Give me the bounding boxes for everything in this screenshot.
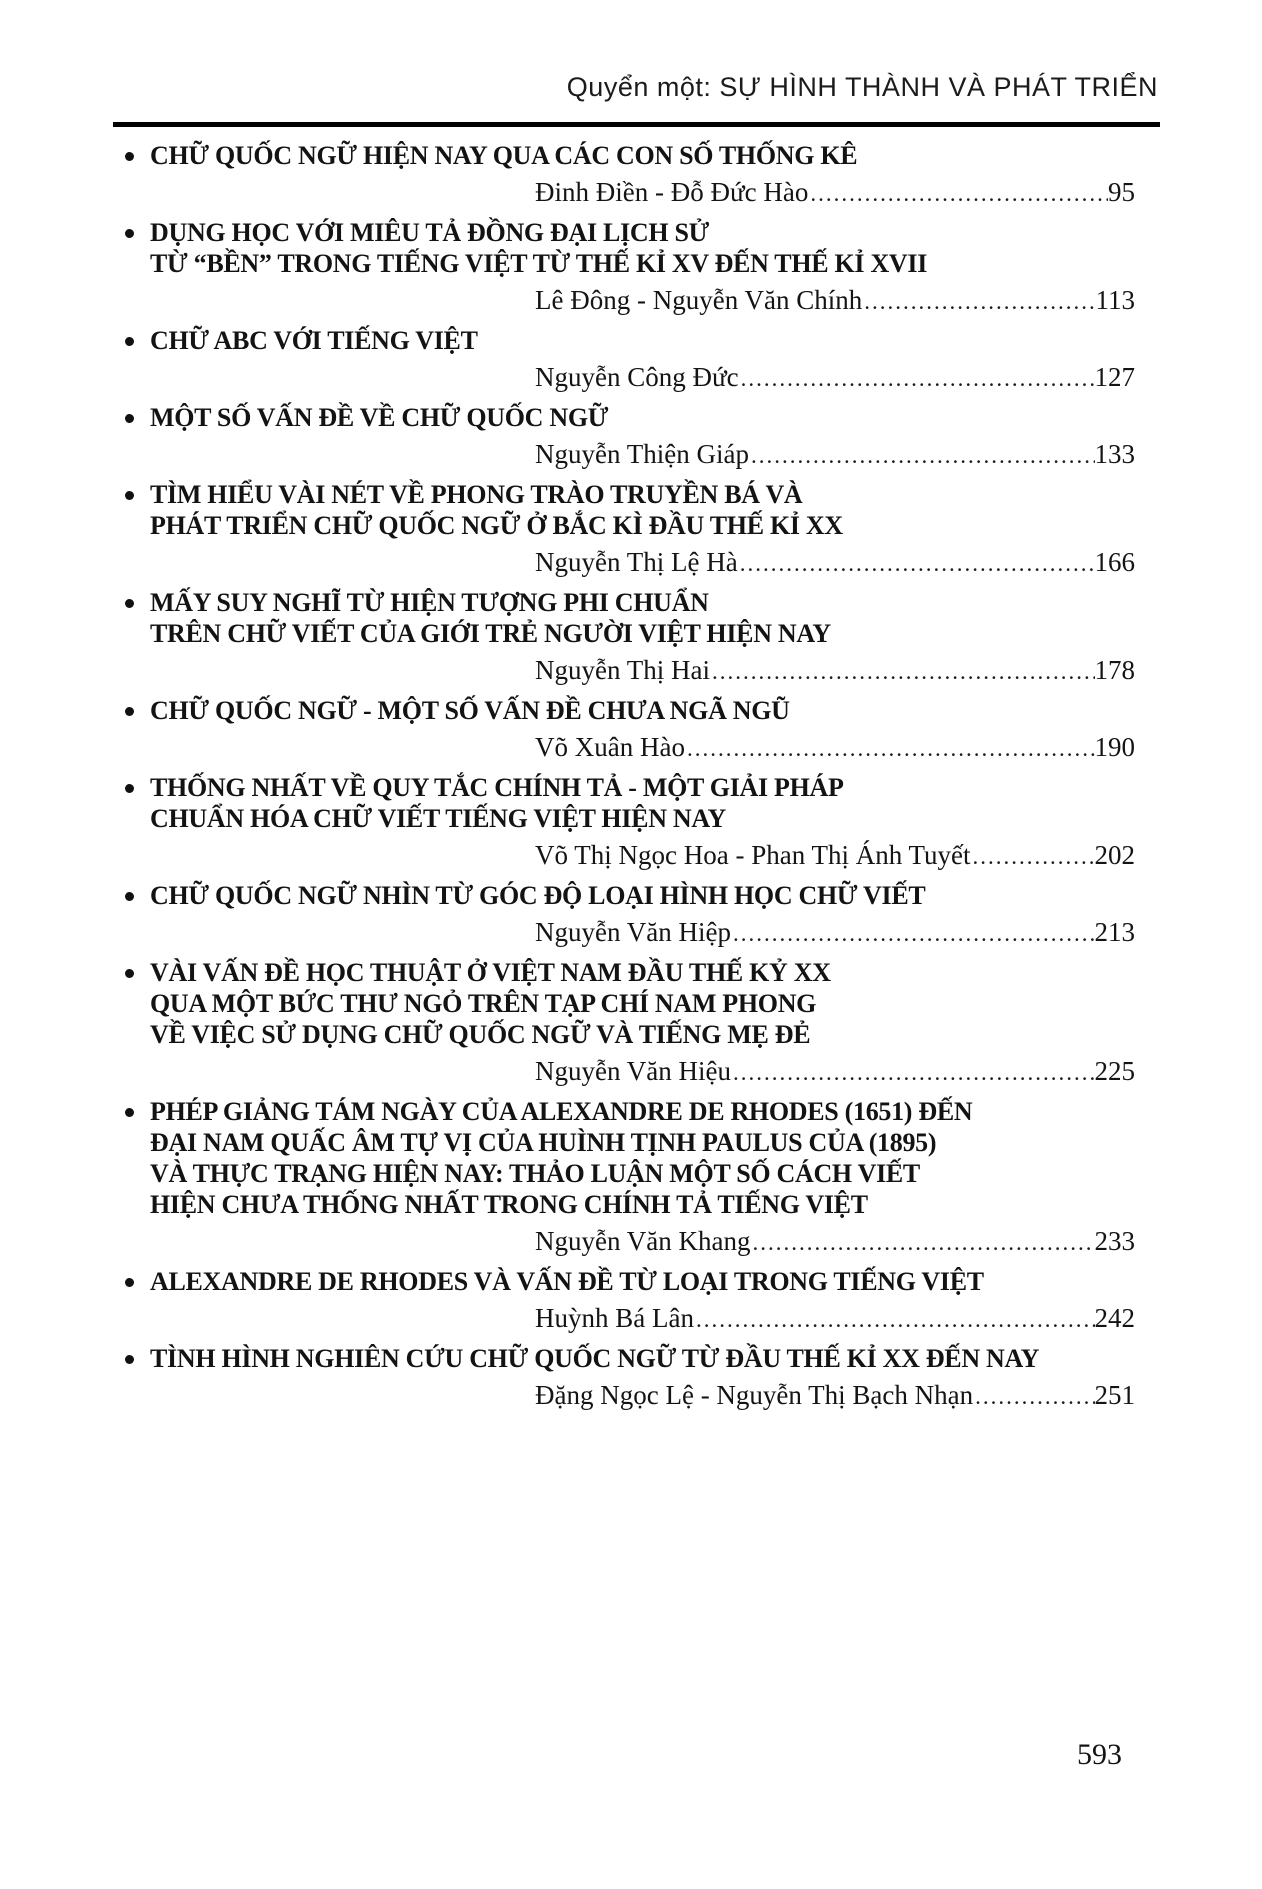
entry-author-row [150,547,1135,579]
entry-authors: Nguyễn Văn Hiệp [535,917,731,947]
dot-leader-icon [973,1381,1094,1412]
entry-title [150,217,1135,279]
entry-page-number: 190 [1094,732,1135,762]
bullet-icon [125,1278,134,1287]
entry-page-number: 95 [1108,177,1135,207]
toc-entry [150,402,1135,471]
header-rule [113,122,1160,127]
entry-authors: Lê Đông - Nguyễn Văn Chính [535,285,863,315]
entry-title-line: QUA MỘT BỨC THƯ NGỎ TRÊN TẠP CHÍ NAM PHONG [150,989,817,1018]
entry-title [150,1343,1135,1374]
toc-entry [150,695,1135,764]
bullet-icon [125,707,134,716]
bullet-icon [125,1108,134,1117]
entry-title-line: CHUẨN HÓA CHỮ VIẾT TIẾNG VIỆT HIỆN NAY [150,804,726,833]
dot-leader-icon [731,1057,1095,1088]
entry-page-number: 178 [1094,655,1135,685]
toc-entry [150,325,1135,394]
entry-page-number: 233 [1094,1226,1135,1256]
entry-page-number: 213 [1094,917,1135,947]
dot-leader-icon [862,286,1095,317]
entry-page-number: 127 [1094,362,1135,392]
entry-title-line: VÀ THỰC TRẠNG HIỆN NAY: THẢO LUẬN MỘT SỐ CÁCH VIẾT [150,1159,920,1188]
toc-entry [150,217,1135,317]
entry-author-row [150,1056,1135,1088]
entry-title [150,587,1135,649]
entry-authors: Nguyễn Thị Lệ Hà [535,547,738,577]
toc-entry [150,1343,1135,1412]
entry-authors: Huỳnh Bá Lân [535,1303,694,1333]
entry-authors: Võ Xuân Hào [535,732,685,762]
toc-entry [150,1266,1135,1335]
entry-title-line: MỘT SỐ VẤN ĐỀ VỀ CHỮ QUỐC NGỮ [150,403,609,432]
entry-author-row [150,917,1135,949]
entry-page-number: 225 [1094,1056,1135,1086]
entry-title [150,772,1135,834]
running-header: Quyển một: SỰ HÌNH THÀNH VÀ PHÁT TRIỂN [566,72,1158,102]
entry-title [150,402,1135,433]
toc-entry [150,587,1135,687]
bullet-icon [125,892,134,901]
entry-page-number: 166 [1094,547,1135,577]
dot-leader-icon [694,1304,1095,1335]
entry-title-line: TRÊN CHỮ VIẾT CỦA GIỚI TRẺ NGƯỜI VIỆT HIỆN NAY [150,619,831,648]
dot-leader-icon [685,733,1095,764]
entry-title-line: MẤY SUY NGHĨ TỪ HIỆN TƯỢNG PHI CHUẨN [150,588,709,617]
entry-title-line: CHỮ QUỐC NGỮ - MỘT SỐ VẤN ĐỀ CHƯA NGÃ NGŨ [150,696,790,725]
entry-author-row [150,285,1135,317]
bullet-icon [125,969,134,978]
entry-title [150,140,1135,171]
bullet-icon [125,1355,134,1364]
dot-leader-icon [750,1227,1094,1258]
entry-authors: Đặng Ngọc Lệ - Nguyễn Thị Bạch Nhạn [535,1380,974,1410]
toc-entry [150,1096,1135,1258]
entry-authors: Nguyễn Thiện Giáp [535,439,749,469]
dot-leader-icon [808,178,1108,209]
entry-page-number: 202 [1094,840,1135,870]
bullet-icon [125,152,134,161]
bullet-icon [125,599,134,608]
entry-author-row [150,840,1135,872]
entry-author-row [150,655,1135,687]
entry-title-line: ĐẠI NAM QUẤC ÂM TỰ VỊ CỦA HUÌNH TỊNH PAULUS CỦA (1895) [150,1128,937,1157]
toc-list [150,140,1135,1420]
entry-title-line: THỐNG NHẤT VỀ QUY TẮC CHÍNH TẢ - MỘT GIẢI PHÁP [150,773,844,802]
entry-title-line: TỪ “BỀN” TRONG TIẾNG VIỆT TỪ THẾ KỈ XV ĐẾN THẾ KỈ XVII [150,249,928,278]
entry-author-row [150,732,1135,764]
entry-author-row [150,177,1135,209]
dot-leader-icon [971,841,1095,872]
entry-author-row [150,1380,1135,1412]
dot-leader-icon [739,363,1095,394]
entry-authors: Võ Thị Ngọc Hoa - Phan Thị Ánh Tuyết [535,840,971,870]
entry-title-line: PHÉP GIẢNG TÁM NGÀY CỦA ALEXANDRE DE RHODES (1651) ĐẾN [150,1097,973,1126]
entry-title-line: CHỮ QUỐC NGỮ HIỆN NAY QUA CÁC CON SỐ THỐNG KÊ [150,141,858,170]
entry-authors: Nguyễn Văn Khang [535,1226,751,1256]
entry-title-line: VỀ VIỆC SỬ DỤNG CHỮ QUỐC NGỮ VÀ TIẾNG MẸ ĐẺ [150,1020,811,1049]
entry-page-number: 251 [1094,1380,1135,1410]
dot-leader-icon [738,548,1095,579]
entry-title [150,479,1135,541]
toc-entry [150,880,1135,949]
entry-authors: Đinh Điền - Đỗ Đức Hào [535,177,809,207]
entry-title-line: CHỮ QUỐC NGỮ NHÌN TỪ GÓC ĐỘ LOẠI HÌNH HỌC CHỮ VIẾT [150,881,926,910]
entry-title-line: ALEXANDRE DE RHODES VÀ VẤN ĐỀ TỪ LOẠI TRONG TIẾNG VIỆT [150,1267,984,1296]
toc-entry [150,479,1135,579]
entry-page-number: 113 [1095,285,1135,315]
entry-title-line: DỤNG HỌC VỚI MIÊU TẢ ĐỒNG ĐẠI LỊCH SỬ [150,218,710,247]
entry-authors: Nguyễn Công Đức [535,362,739,392]
entry-title-line: TÌNH HÌNH NGHIÊN CỨU CHỮ QUỐC NGỮ TỪ ĐẦU THẾ KỈ XX ĐẾN NAY [150,1344,1040,1373]
dot-leader-icon [731,918,1095,949]
entry-title-line: PHÁT TRIỂN CHỮ QUỐC NGỮ Ở BẮC KÌ ĐẦU THẾ KỈ XX [150,511,843,540]
bullet-icon [125,491,134,500]
entry-title [150,695,1135,726]
entry-title-line: TÌM HIỂU VÀI NÉT VỀ PHONG TRÀO TRUYỀN BÁ VÀ [150,480,803,509]
entry-title-line: CHỮ ABC VỚI TIẾNG VIỆT [150,326,478,355]
toc-entry [150,772,1135,872]
entry-title-line: HIỆN CHƯA THỐNG NHẤT TRONG CHÍNH TẢ TIẾNG VIỆT [150,1190,868,1219]
entry-page-number: 133 [1094,439,1135,469]
entry-title [150,1266,1135,1297]
dot-leader-icon [710,656,1095,687]
entry-title [150,325,1135,356]
entry-author-row [150,1226,1135,1258]
entry-authors: Nguyễn Văn Hiệu [535,1056,731,1086]
entry-author-row [150,362,1135,394]
bullet-icon [125,229,134,238]
toc-entry [150,957,1135,1088]
entry-title [150,957,1135,1050]
bullet-icon [125,337,134,346]
bullet-icon [125,784,134,793]
toc-entry [150,140,1135,209]
entry-author-row [150,1303,1135,1335]
entry-title [150,1096,1135,1220]
entry-author-row [150,439,1135,471]
entry-authors: Nguyễn Thị Hai [535,655,710,685]
dot-leader-icon [749,440,1095,471]
entry-title [150,880,1135,911]
page-number: 593 [1077,1738,1122,1771]
entry-page-number: 242 [1094,1303,1135,1333]
entry-title-line: VÀI VẤN ĐỀ HỌC THUẬT Ở VIỆT NAM ĐẦU THẾ KỶ XX [150,958,831,987]
bullet-icon [125,414,134,423]
